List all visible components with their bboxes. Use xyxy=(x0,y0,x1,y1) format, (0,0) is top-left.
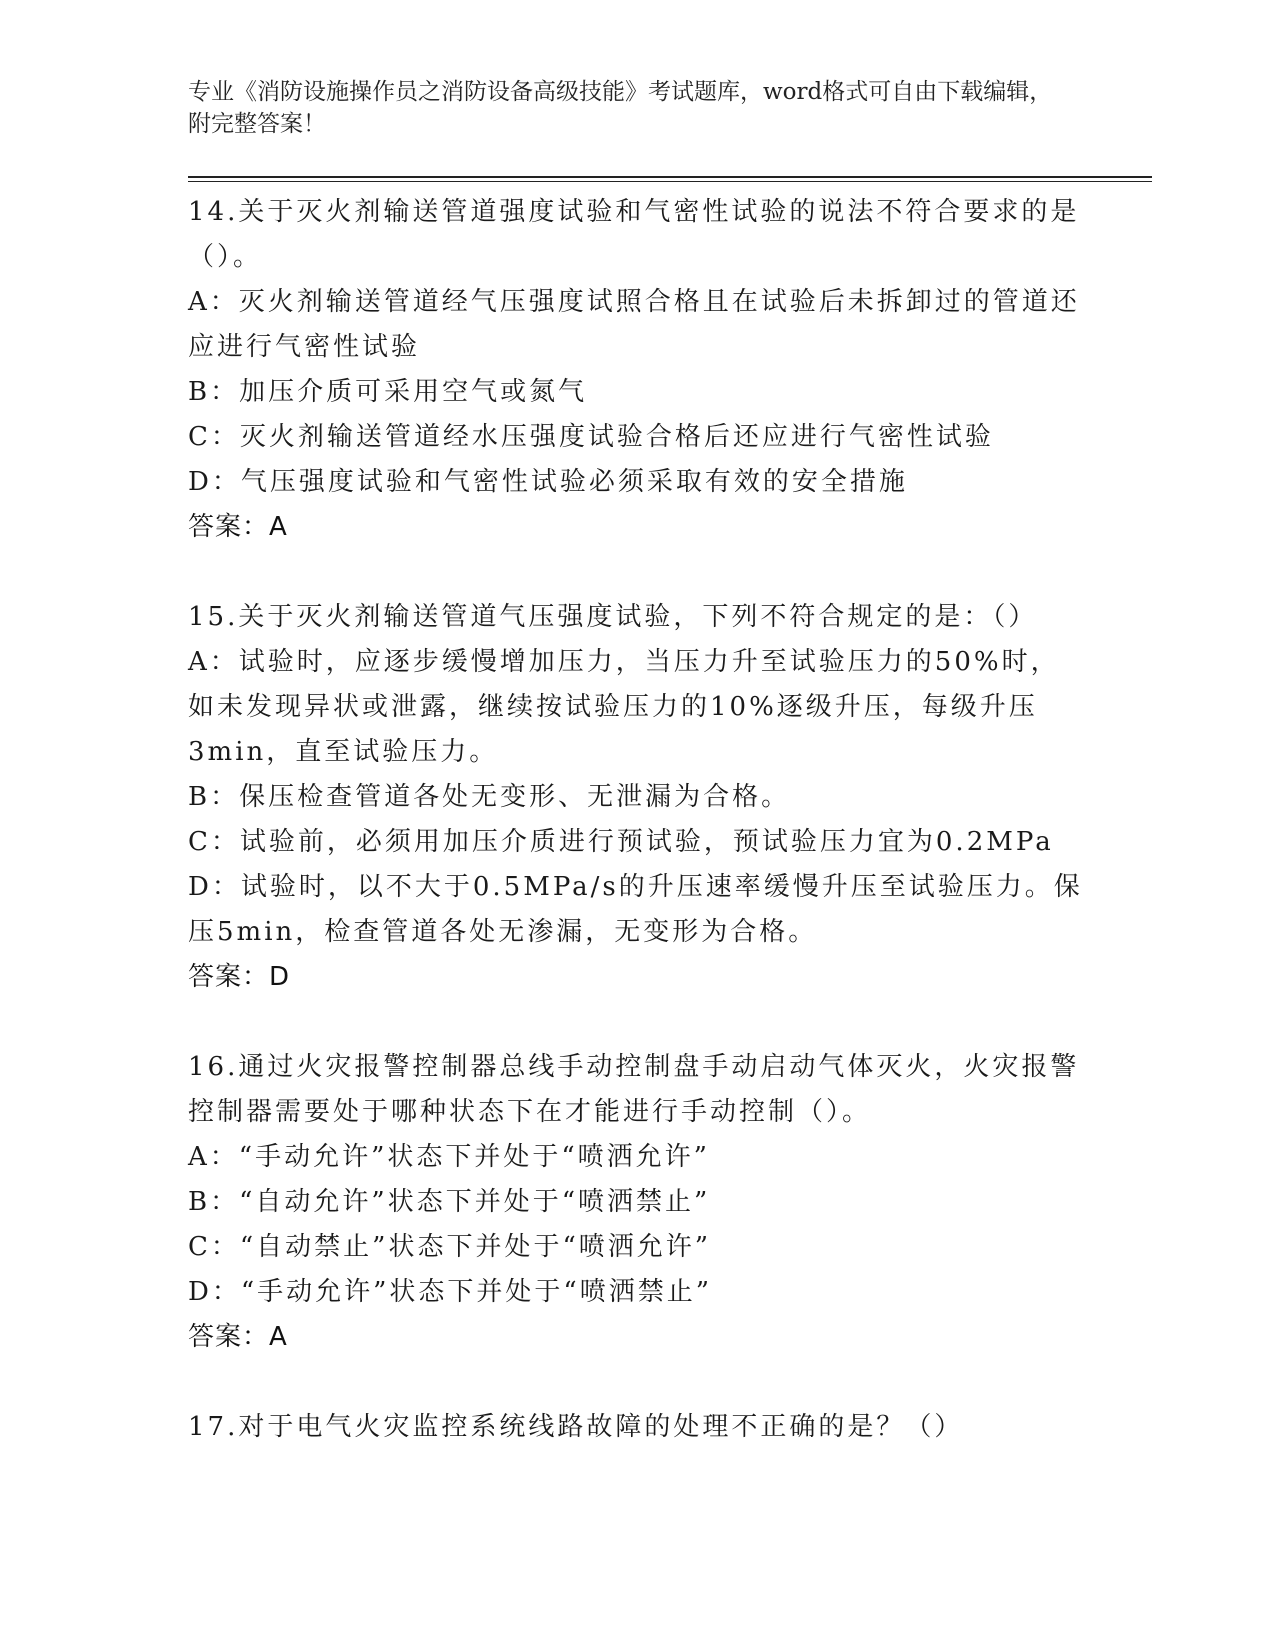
question-stem: 16.通过火灾报警控制器总线手动控制盘手动启动气体灭火，火灾报警控制器需要处于哪种状态下在才能进行手动控制（）。 xyxy=(188,1052,1080,1127)
answer-label: 答案：D xyxy=(188,962,291,992)
question-15 xyxy=(188,595,1088,1000)
option-b: B：保压检查管道各处无变形、无泄漏为合格。 xyxy=(188,782,791,812)
answer-label: 答案：A xyxy=(188,1322,288,1352)
document-intro: 专业《消防设施操作员之消防设备高级技能》考试题库，word格式可自由下载编辑，附完整答案！ xyxy=(188,79,1053,137)
question-stem: 17.对于电气火灾监控系统线路故障的处理不正确的是？（） xyxy=(188,1412,964,1442)
question-stem: 15.关于灭火剂输送管道气压强度试验，下列不符合规定的是：（） xyxy=(188,602,1038,632)
option-c: C：灭火剂输送管道经水压强度试验合格后还应进行气密性试验 xyxy=(188,422,994,452)
option-d: D：气压强度试验和气密性试验必须采取有效的安全措施 xyxy=(188,467,908,497)
question-17 xyxy=(188,1405,1088,1450)
question-list xyxy=(188,190,1088,1450)
option-c: C：试验前，必须用加压介质进行预试验，预试验压力宜为0.2MPa xyxy=(188,827,1054,857)
option-b: B：加压介质可采用空气或氮气 xyxy=(188,377,588,407)
option-c: C：“自动禁止”状态下并处于“喷洒允许” xyxy=(188,1232,712,1262)
answer-label: 答案：A xyxy=(188,512,288,542)
option-d: D：“手动允许”状态下并处于“喷洒禁止” xyxy=(188,1277,713,1307)
question-stem: 14.关于灭火剂输送管道强度试验和气密性试验的说法不符合要求的是（）。 xyxy=(188,197,1080,272)
option-a: A：“手动允许”状态下并处于“喷洒允许” xyxy=(188,1142,710,1172)
option-a: A：试验时，应逐步缓慢增加压力，当压力升至试验压力的50%时，如未发现异状或泄露，继续按试验压力的10%逐级升压，每级升压3min，直至试验压力。 xyxy=(188,647,1060,767)
question-16 xyxy=(188,1045,1088,1360)
option-a: A：灭火剂输送管道经气压强度试照合格且在试验后未拆卸过的管道还应进行气密性试验 xyxy=(188,287,1080,362)
option-d: D：试验时，以不大于0.5MPa/s的升压速率缓慢升压至试验压力。保压5min，检查管道各处无渗漏，无变形为合格。 xyxy=(188,872,1083,947)
header-divider-thin xyxy=(188,181,1152,182)
question-14 xyxy=(188,190,1088,550)
option-b: B：“自动允许”状态下并处于“喷洒禁止” xyxy=(188,1187,711,1217)
header-divider-thick xyxy=(188,176,1152,178)
